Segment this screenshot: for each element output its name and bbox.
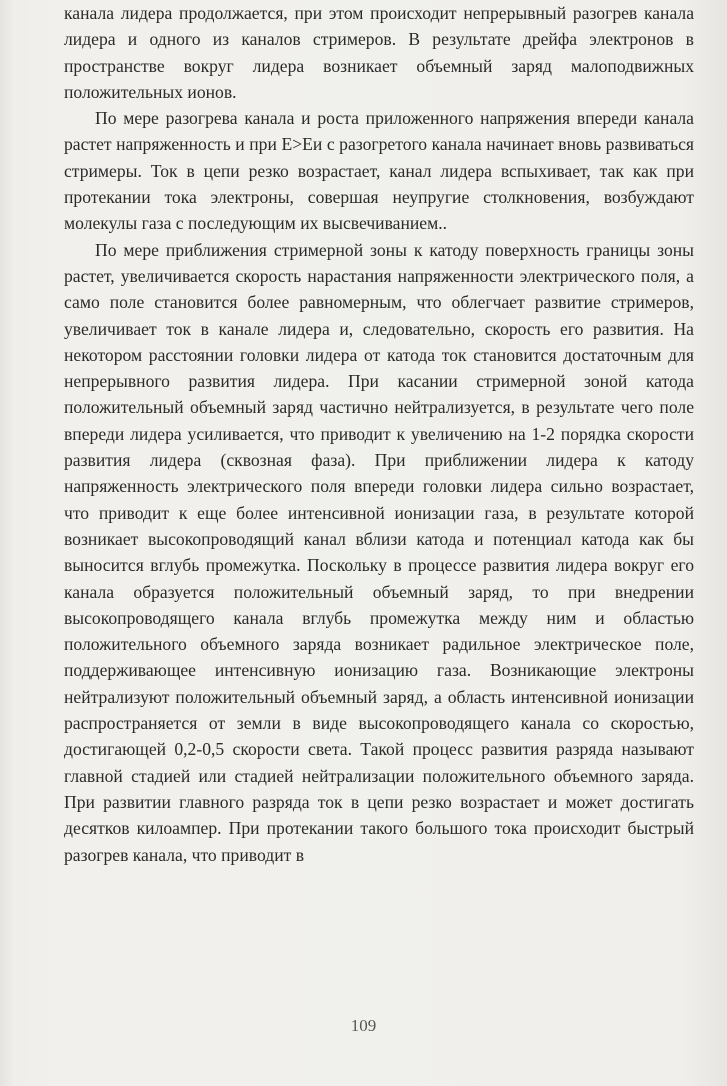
body-text (64, 0, 694, 868)
paragraph-continuation: канала лидера продолжается, при этом происходит непрерывный разогрев канала лидера и одного из каналов стримеров. В результате дрейфа электронов в пространстве вокруг лидера возникает объемный заряд малоподвижных положительных ионов. (64, 3, 694, 102)
paragraph-streamer-zone: По мере приближения стримерной зоны к катоду поверхность границы зоны растет, увеличивается скорость нарастания напряженности электрического поля, а само поле становится более равномерным, что облегчает развитие стримеров, увеличивает ток в канале лидера и, следовательно, скорость его развития. На некотором расстоянии головки лидера от катода ток становится достаточным для непрерывного развития лидера. При касании стримерной зоной катода положительный объемный заряд частично нейтрализуется, в результате чего поле впереди лидера усиливается, что приводит к увеличению на 1-2 порядка скорости развития лидера (сквозная фаза). При приближении лидера к катоду напряженность электрического поля впереди головки лидера сильно возрастает, что приводит к еще более интенсивной ионизации газа, в результате которой возникает высокопроводящий канал вблизи катода и потенциал катода как бы выносится вглубь промежутка. Поскольку в процессе развития лидера вокруг его канала образуется положительный объемный заряд, то при внедрении высокопроводящего канала вглубь промежутка между ним и областью положительного объемного заряда возникает радильное электрическое поле, поддерживающее интенсивную ионизацию газа. Возникающие электроны нейтрализуют положительный объемный заряд, а область интенсивной ионизации распространяется от земли в виде высокопроводящего канала со скоростью, достигающей 0,2-0,5 скорости света. Такой процесс развития разряда называют главной стадией или стадией нейтрализации положительного объемного заряда. При развитии главного разряда ток в цепи резко возрастает и может достигать десятков килоампер. При протекании такого большого тока происходит быстрый разогрев канала, что приводит в (64, 239, 694, 865)
page-number: 109 (350, 1016, 377, 1035)
paragraph-leader-heating: По мере разогрева канала и роста приложенного напряжения впереди канала растет напряженность и при E>Eи с разогретого канала начинает вновь развиваться стримеры. Ток в цепи резко возрастает, канал лидера вспыхивает, так как при протекании тока электроны, совершая неупругие столкновения, возбуждают молекулы газа с последующим их высвечиванием.. (64, 108, 694, 234)
